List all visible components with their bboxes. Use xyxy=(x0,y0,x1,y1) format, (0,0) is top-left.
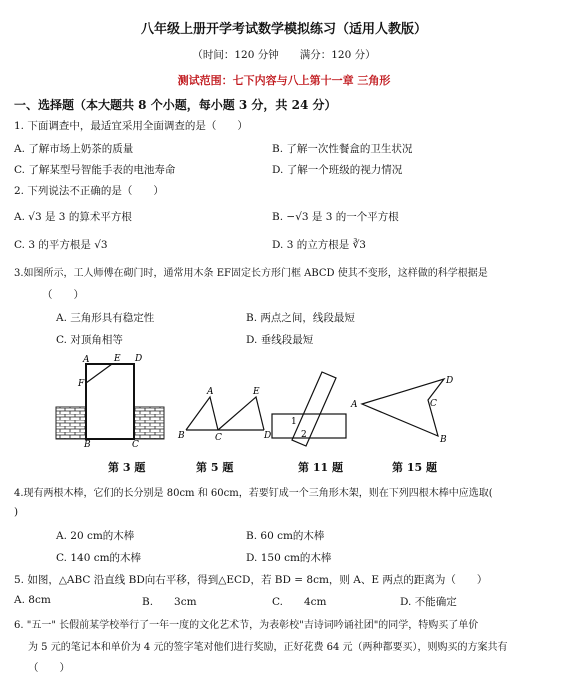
fig3-label-b: B xyxy=(84,440,91,448)
q5-option-d: D. 不能确定 xyxy=(400,596,457,608)
question-6-line1: 6. "五一" 长假前某学校举行了一年一度的文化艺术节，为表彰校"吉诗词吟诵社团"的同学，特购买了单价 xyxy=(14,620,479,631)
question-4-paren: ) xyxy=(14,506,19,518)
figure-3-door xyxy=(56,354,164,448)
q5-option-c: C. 4cm xyxy=(272,596,327,608)
q5-option-b: B. 3cm xyxy=(142,596,197,608)
fig5-label-b: B xyxy=(178,431,185,441)
question-5-stem: 5. 如图，△ABC 沿直线 BD向右平移，得到△ECD，若 BD = 8cm，则 A、E 两点的距离为（ ） xyxy=(14,574,488,586)
fig15-label-d: D xyxy=(446,376,454,386)
fig5-label-c: C xyxy=(215,433,222,443)
question-6-line2: 为 5 元的笔记本和单价为 4 元的签字笔对他们进行奖励，正好花费 64 元（两种都要买），则购买的方案共有 xyxy=(28,642,508,653)
question-1-stem: 1. 下面调查中，最适宜采用全面调查的是（ ） xyxy=(14,120,248,132)
q2-option-b: B. −√3 是 3 的一个平方根 xyxy=(272,211,399,223)
q3-option-b: B. 两点之间，线段最短 xyxy=(246,312,355,324)
caption-fig15: 第 15 题 xyxy=(392,461,437,474)
q2-option-a: A. √3 是 3 的算术平方根 xyxy=(14,211,132,223)
fig3-label-c: C xyxy=(132,440,139,448)
question-3-paren: （ ） xyxy=(42,289,84,301)
fig3-label-f: F xyxy=(78,379,85,389)
q2-option-c: C. 3 的平方根是 √3 xyxy=(14,239,108,251)
question-4-stem: 4.现有两根木棒，它们的长分别是 80cm 和 60cm，若要钉成一个三角形木架，则在下列四根木棒中应选取( xyxy=(14,488,493,499)
test-scope: 测试范围：七下内容与八上第十一章 三角形 xyxy=(177,74,391,87)
q4-option-a: A. 20 cm的木棒 xyxy=(56,530,135,542)
fig5-label-e: E xyxy=(253,387,260,397)
fig11-label-2: 2 xyxy=(301,430,307,440)
q1-option-b: B. 了解一次性餐盒的卫生状况 xyxy=(272,143,413,155)
q2-option-d: D. 3 的立方根是 ∛3 xyxy=(272,239,366,251)
figure-5-triangles xyxy=(186,397,264,430)
q1-option-a: A. 了解市场上奶茶的质量 xyxy=(14,143,134,155)
fig11-label-1: 1 xyxy=(291,417,297,427)
q5-option-a: A. 8cm xyxy=(14,594,51,606)
figures-row xyxy=(0,348,568,448)
fig15-label-a: A xyxy=(351,400,358,410)
question-6-line3: （ ） xyxy=(28,662,70,674)
q3-option-c: C. 对顶角相等 xyxy=(56,334,123,346)
q4-option-b: B. 60 cm的木棒 xyxy=(246,530,325,542)
section-heading: 一、选择题（本大题共 8 个小题，每小题 3 分，共 24 分） xyxy=(14,98,337,112)
exam-info: （时间：120 分钟 满分：120 分） xyxy=(192,49,376,61)
figure-11-rectangles xyxy=(272,372,346,446)
fig3-label-e: E xyxy=(114,354,121,364)
q4-option-c: C. 140 cm的木棒 xyxy=(56,552,142,564)
fig15-label-b: B xyxy=(440,435,447,445)
page-title: 八年级上册开学考试数学模拟练习（适用人教版） xyxy=(140,22,427,37)
fig3-label-a: A xyxy=(83,355,90,365)
q3-option-a: A. 三角形具有稳定性 xyxy=(56,312,155,324)
caption-fig3: 第 3 题 xyxy=(108,461,146,474)
q1-option-d: D. 了解一个班级的视力情况 xyxy=(272,164,403,176)
fig15-label-c: C xyxy=(430,399,437,409)
q3-option-d: D. 垂线段最短 xyxy=(246,334,314,346)
fig5-label-d: D xyxy=(264,431,272,441)
question-3-stem: 3.如图所示，工人师傅在砌门时，通常用木条 EF固定长方形门框 ABCD 使其不变形，这样做的科学根据是 xyxy=(14,268,488,279)
q4-option-d: D. 150 cm的木棒 xyxy=(246,552,332,564)
caption-fig5: 第 5 题 xyxy=(196,461,234,474)
q1-option-c: C. 了解某型号智能手表的电池寿命 xyxy=(14,164,176,176)
question-2-stem: 2. 下列说法不正确的是（ ） xyxy=(14,185,164,197)
fig5-label-a: A xyxy=(207,387,214,397)
caption-fig11: 第 11 题 xyxy=(298,461,343,474)
fig3-label-d: D xyxy=(135,354,143,364)
